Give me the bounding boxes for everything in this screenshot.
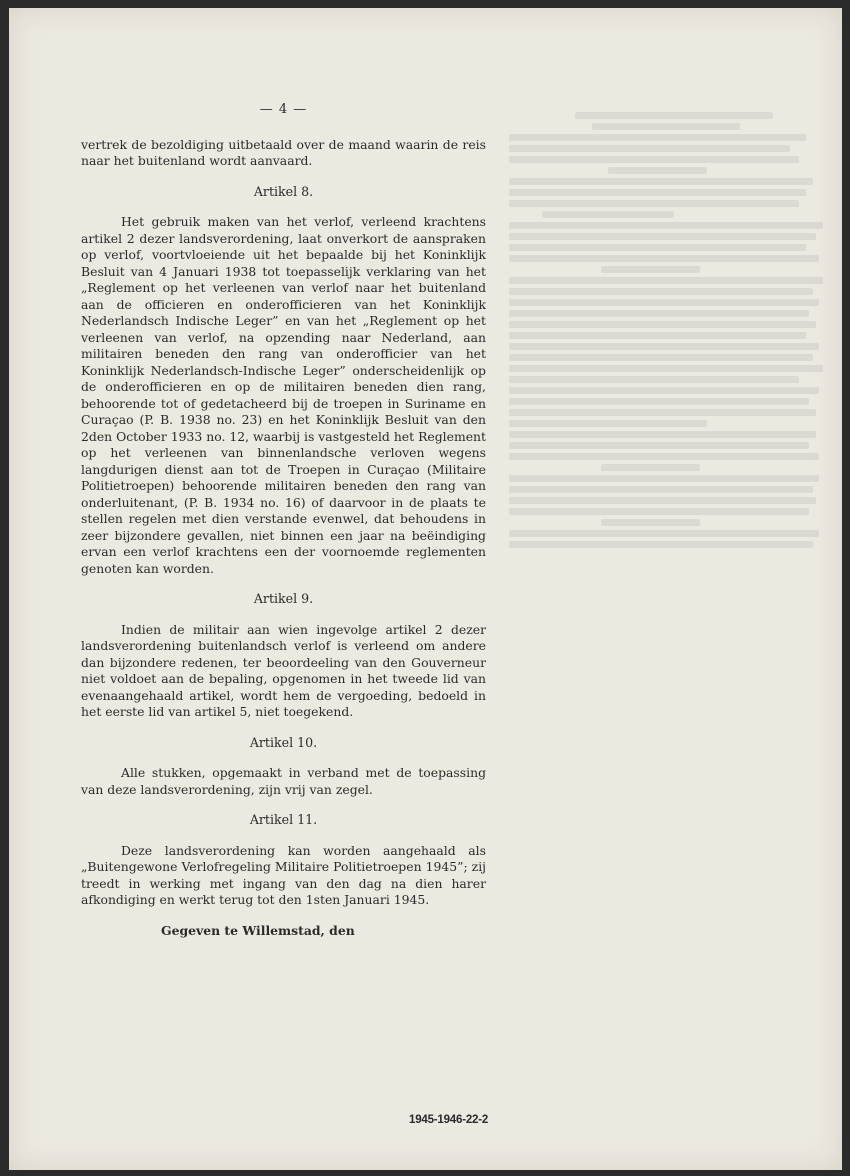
article-11-heading: Artikel 11. xyxy=(249,812,318,827)
article-9-body: Indien de militair aan wien ingevolge artikel 2 dezer landsverordening buitenlandsch verlof is verleend om andere dan bijzondere redenen, ter beoordeeling van den Gouverneur niet voldoet aan de bepaling, opgenomen in het tweede lid van evenaangehaald artikel, wordt hem de vergoeding, bedoeld in het eerste lid van artikel 5, niet toegekend. xyxy=(81,621,486,719)
page-number: — 4 — xyxy=(259,102,308,117)
article-8-heading: Artikel 8. xyxy=(253,183,314,199)
footer-code: 1945-1946-22-2 xyxy=(409,1114,489,1126)
bleed-through-texture xyxy=(509,108,839,1068)
document-body xyxy=(81,102,486,939)
article-10-heading: Artikel 10. xyxy=(249,734,318,750)
article-10-body: Alle stukken, opgemaakt in verband met de toepassing van deze landsverordening, zijn vrij van zegel. xyxy=(81,765,486,797)
article-9-heading: Artikel 9. xyxy=(253,591,314,606)
article-11-body: Deze landsverordening kan worden aangehaald als „Buitengewone Verlofregeling Militaire Politietroepen 1945”; zij treedt in werking met ingang van den dag na dien harer afkondiging en werkt terug tot den 1sten Januari 1945. xyxy=(81,842,486,907)
article-8-body: Het gebruik maken van het verlof, verleend krachtens artikel 2 dezer landsverordening, laat onverkort de aanspraken op verlof, voortvloeiende uit het bepaalde bij het Koninklijk Besluit van 4 Januari 1938 tot toepasselijk verklaring van het „Reglement op het verleenen van verlof naar het buitenland aan de officieren en onderofficieren van het Koninklijk Nederlandsch Indische Leger” en van het „Reglement op het verleenen van verlof, na opzending naar Nederland, aan militairen beneden den rang van onderofficier van het Koninklijk Nederlandsch-Indische Leger” onderscheidenlijk op de onderofficieren en op de militairen beneden dien rang, behoorende tot of gedetacheerd bij de troepen in Suriname en Curaçao (P. B. 1938 no. 23) en het Koninklijk Besluit van den 2den October 1933 no. 12, waarbij is vastgesteld het Reglement op het verleenen van binnenlandsche verloven wegens langdurigen dienst aan tot de Troepen in Curaçao (Militaire Politietroepen) behoorende militairen beneden den rang van onderluitenant, (P. B. 1934 no. 16) of daarvoor in de plaats te stellen regelen met dien verstande evenwel, dat behoudens in zeer bijzondere gevallen, niet binnen een jaar na beëindiging ervan een verlof krachtens een der voornoemde reglementen genoten kan worden. xyxy=(81,214,486,576)
signature-line: Gegeven te Willemstad, den xyxy=(161,922,355,938)
opening-paragraph: vertrek de bezoldiging uitbetaald over de maand waarin de reis naar het buitenland wordt aanvaard. xyxy=(81,136,486,168)
document-page xyxy=(9,8,842,1170)
